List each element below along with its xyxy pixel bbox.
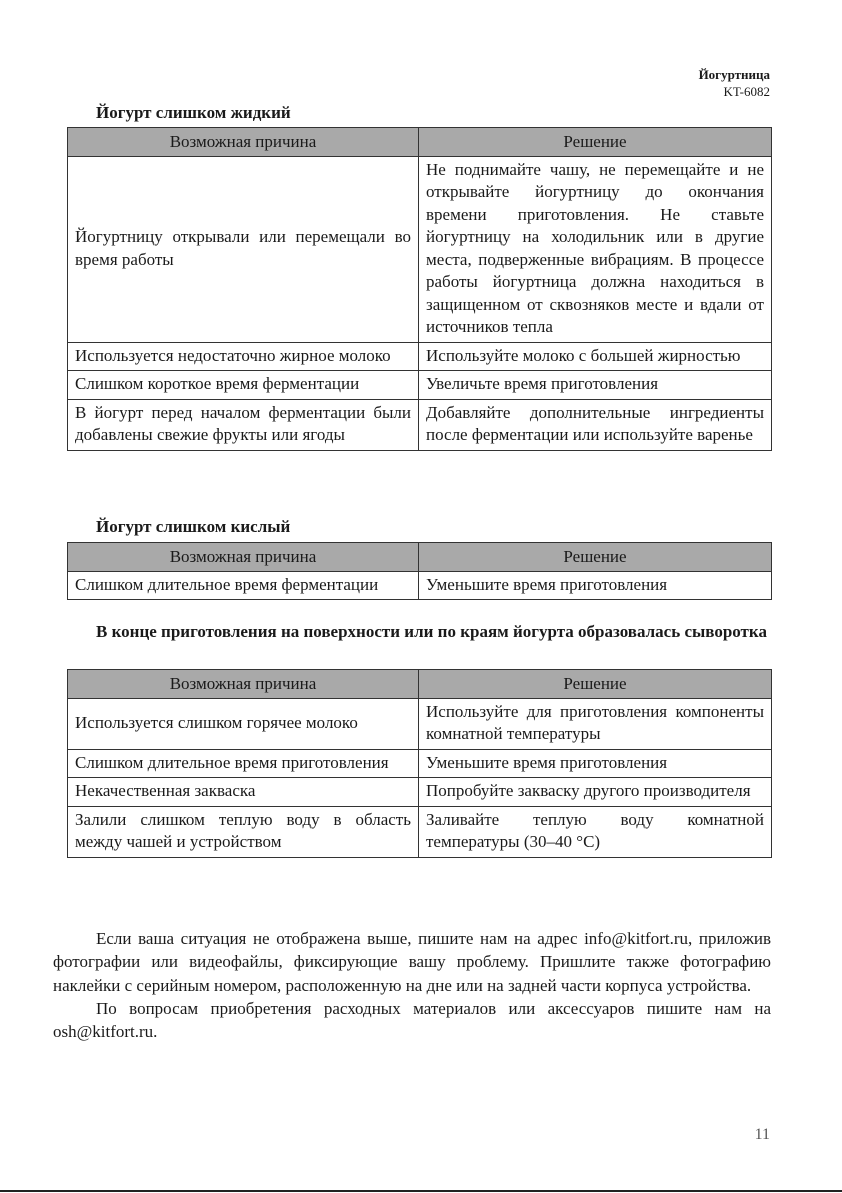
- cause-cell: Используется слишком горячее молоко: [68, 698, 419, 749]
- cause-cell: Йогуртницу открывали или перемещали во время работы: [68, 156, 419, 342]
- table-row: [68, 778, 772, 807]
- paragraph: По вопросам приобретения расходных материалов или аксессуаров пишите нам на osh@kitfort.ru.: [53, 998, 771, 1042]
- section-title: Йогурт слишком кислый: [96, 517, 291, 536]
- solution-column-header: Решение: [419, 543, 772, 572]
- troubleshooting-table: [67, 542, 772, 600]
- cause-cell: Слишком длительное время приготовления: [68, 749, 419, 778]
- solution-cell: Используйте молоко с большей жирностью: [419, 342, 772, 371]
- cause-column-header: Возможная причина: [68, 128, 419, 157]
- cause-cell: В йогурт перед началом ферментации были добавлены свежие фрукты или ягоды: [68, 399, 419, 450]
- section-title: В конце приготовления на поверхности или по краям йогурта образовалась сыворотка: [96, 622, 767, 641]
- cause-column-header: Возможная причина: [68, 670, 419, 699]
- table-row: [68, 698, 772, 749]
- contact-info-text: [53, 927, 771, 1043]
- troubleshooting-table: [67, 669, 772, 858]
- solution-cell: Попробуйте закваску другого производителя: [419, 778, 772, 807]
- cause-cell: Используется недостаточно жирное молоко: [68, 342, 419, 371]
- table-row: [68, 156, 772, 342]
- solution-cell: Не поднимайте чашу, не перемещайте и не открывайте йогуртницу до окончания времени приготовления. Не ставьте йогуртницу на холодильник или в другие места, подверженные вибрациям. В процессе работы йогуртница должна находиться в защищенном от сквозняков месте и вдали от источников тепла: [419, 156, 772, 342]
- solution-cell: Уменьшите время приготовления: [419, 749, 772, 778]
- cause-cell: Залили слишком теплую воду в область между чашей и устройством: [68, 806, 419, 857]
- table-row: [68, 806, 772, 857]
- solution-column-header: Решение: [419, 670, 772, 699]
- bottom-border: [0, 1190, 842, 1192]
- model-number: KT-6082: [723, 84, 770, 99]
- solution-cell: Увеличьте время приготовления: [419, 371, 772, 400]
- section-title: Йогурт слишком жидкий: [96, 103, 291, 122]
- solution-cell: Добавляйте дополнительные ингредиенты после ферментации или используйте варенье: [419, 399, 772, 450]
- solution-cell: Уменьшите время приготовления: [419, 571, 772, 600]
- cause-cell: Слишком длительное время ферментации: [68, 571, 419, 600]
- table-row: [68, 399, 772, 450]
- page-header: [699, 66, 770, 100]
- table-row: [68, 571, 772, 600]
- solution-cell: Заливайте теплую воду комнатной температуры (30–40 °C): [419, 806, 772, 857]
- solution-column-header: Решение: [419, 128, 772, 157]
- solution-cell: Используйте для приготовления компоненты комнатной температуры: [419, 698, 772, 749]
- troubleshooting-table: [67, 127, 772, 451]
- page-number: 11: [754, 1126, 770, 1143]
- table-row: [68, 749, 772, 778]
- cause-cell: Некачественная закваска: [68, 778, 419, 807]
- cause-column-header: Возможная причина: [68, 543, 419, 572]
- table-row: [68, 371, 772, 400]
- paragraph: Если ваша ситуация не отображена выше, пишите нам на адрес info@kitfort.ru, приложив фотографии или видеофайлы, фиксирующие вашу проблему. Пришлите также фотографию наклейки с серийным номером, расположенную на дне или на задней части корпуса устройства.: [53, 929, 771, 995]
- table-header-row: [68, 128, 772, 157]
- table-row: [68, 342, 772, 371]
- table-header-row: [68, 543, 772, 572]
- table-header-row: [68, 670, 772, 699]
- cause-cell: Слишком короткое время ферментации: [68, 371, 419, 400]
- product-name: Йогуртница: [698, 67, 770, 82]
